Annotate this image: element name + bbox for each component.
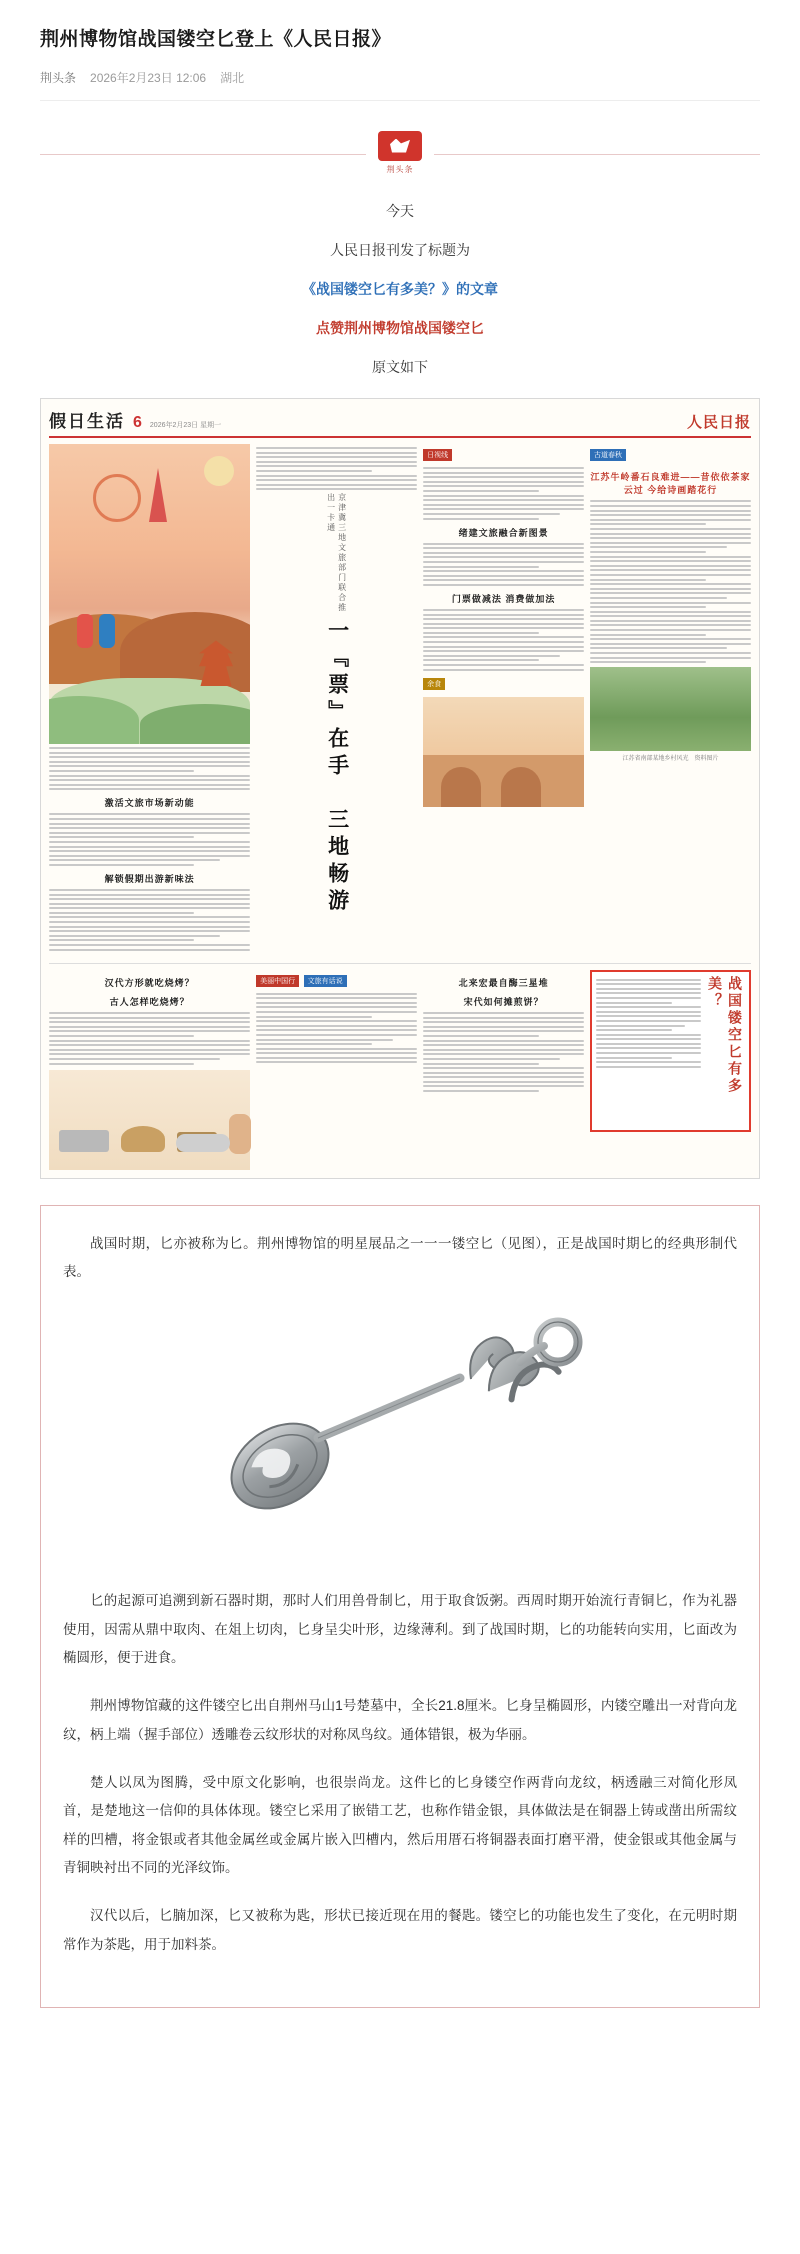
newspaper-body-text-11	[423, 1012, 584, 1092]
highlight-headline: 战国镂空匕有多美？	[706, 975, 743, 1095]
lead-line-3: 《战国镂空匕有多美？》的文章	[302, 280, 498, 297]
newspaper-tag-3: 余食	[423, 678, 445, 690]
newspaper-body-text-1	[49, 747, 250, 790]
newspaper-body-text-3	[49, 889, 250, 951]
newspaper-body-text-4	[256, 447, 417, 490]
newspaper-lower-kicker-1: 汉代方形就吃烧烤？	[104, 977, 195, 988]
newspaper-illustration-main	[49, 444, 250, 744]
meta-timestamp: 2026年2月23日 12:06	[90, 70, 207, 85]
newspaper-body-text-10	[256, 993, 417, 1064]
lead-line-5: 原文如下	[372, 359, 428, 376]
newspaper-body-text-9	[49, 1012, 250, 1065]
newspaper-header	[49, 407, 751, 438]
lead-line-1: 今天	[386, 202, 414, 219]
newspaper-headline-4a: 江苏牛岭番石良难进——昔依依茶家云过 今给诗画踏花行	[590, 472, 751, 496]
newspaper-column-4	[590, 444, 751, 955]
newspaper-illustration-secondary	[423, 697, 584, 807]
newspaper-tag-4: 文旅有话说	[304, 975, 347, 987]
newspaper-tag-5: 美丽中国行	[256, 975, 299, 987]
newspaper-masthead: 人民日报	[686, 414, 751, 432]
newspaper-body-text-8	[590, 500, 751, 663]
newspaper-body-text-5	[423, 467, 584, 520]
newspaper-columns	[49, 444, 751, 955]
newspaper-highlighted-article	[590, 970, 751, 1170]
brand-logo-divider	[40, 131, 760, 177]
lead-line-4: 点赞荆州博物馆战国镂空匕	[316, 320, 484, 337]
article-paragraph-5: 汉代以后，匕腩加深，匕又被称为匙，形状已接近现在用的餐匙。镂空匕的功能也发生了变化，在元明时期常作为茶匙，用于加料茶。	[63, 1908, 737, 1952]
newspaper-lower-column-2	[256, 970, 417, 1170]
newspaper-column-3	[423, 444, 584, 955]
newspaper-subhead-col2: 京津冀三地文旅部门联合推出一卡通	[326, 492, 347, 613]
newspaper-photo-caption: 江苏省南部某地乡村风光 资料图片	[622, 756, 719, 763]
newspaper-headline-3b: 门票做减法 消费做加法	[451, 593, 556, 604]
lead-line-2: 人民日报刊发了标题为	[330, 241, 470, 258]
article-paragraph-4: 楚人以凤为图腾，受中原文化影响，也很崇尚龙。这件匕的匕身镂空作两背向龙纹，柄透融三对简化形凤首，是楚地这一信仰的具体体现。镂空匕采用了嵌错工艺，也称作错金银，具体做法是在铜器上铸或凿出所需纹样的凹槽，将金银或者其他金属丝或金属片嵌入凹槽内，然后用厝石将铜器表面打磨平滑，使金银或其他金属与青铜映衬出不同的光泽纹饰。	[63, 1774, 737, 1875]
newspaper-date: 2026年2月23日 星期一	[149, 422, 222, 430]
spoon-illustration-icon	[160, 1306, 640, 1556]
newspaper-lower-section	[49, 963, 751, 1170]
meta-source: 荆头条	[40, 70, 77, 85]
newspaper-photo-landscape	[590, 667, 751, 751]
bird-logo-icon	[378, 131, 422, 161]
newspaper-artifact-illustration	[49, 1070, 250, 1170]
newspaper-tag-2: 古道春秋	[590, 449, 626, 461]
lou-kong-bi-spoon-figure	[63, 1306, 737, 1561]
newspaper-headline-1b: 激活文旅市场新动能	[104, 798, 195, 809]
article-paragraph-1: 战国时期，匕亦被称为匕。荆州博物馆的明星展品之一一一镂空匕（见图），正是战国时期匕的经典形制代表。	[63, 1235, 737, 1279]
article-paragraph-3: 荆州博物馆藏的这件镂空匕出自荆州马山1号楚墓中，全长21.8厘米。匕身呈椭圆形，内镂空雕出一对背向龙纹，柄上端（握手部位）透雕卷云纹形状的对称凤鸟纹。通体错银，极为华丽。	[63, 1698, 737, 1742]
page-title: 荆州博物馆战国镂空匕登上《人民日报》	[40, 29, 392, 50]
article-meta	[40, 69, 760, 101]
newspaper-column-1	[49, 444, 250, 955]
newspaper-lower-headline-1: 古人怎样吃烧烤？	[109, 996, 190, 1007]
newspaper-body-text-2	[49, 813, 250, 866]
brand-logo-label: 荆头条	[386, 164, 414, 174]
lead-block	[40, 199, 760, 381]
newspaper-tag-1: 日视线	[423, 449, 452, 461]
article-content-card	[40, 1205, 760, 2008]
newspaper-column-2	[256, 444, 417, 955]
newspaper-lower-column-1	[49, 970, 250, 1170]
newspaper-body-text-7	[423, 609, 584, 671]
newspaper-headline-1c: 解锁假期出游新味法	[104, 873, 195, 884]
newspaper-page-number: 6	[133, 414, 142, 432]
newspaper-facsimile	[40, 398, 760, 1178]
brand-logo-badge	[366, 131, 434, 175]
article-paragraph-2: 匕的起源可追溯到新石器时期，那时人们用兽骨制匕，用于取食饭粥。西周时期开始流行青铜匕，作为礼器使用，因需从鼎中取肉、在俎上切肉，匕身呈尖叶形，边缘薄利。到了战国时期，匕的功能转向实用，匕面改为椭圆形，便于进食。	[63, 1593, 737, 1665]
newspaper-headline-3a: 绪建文旅融合新图景	[458, 527, 549, 538]
newspaper-section: 假日生活	[49, 412, 125, 432]
newspaper-body-text-6	[423, 543, 584, 586]
newspaper-body-text-12	[596, 976, 701, 1126]
highlight-box	[590, 970, 751, 1132]
newspaper-lower-kicker-2: 北来宏最自酶三星堆	[458, 977, 549, 988]
newspaper-lower-headline-2: 宋代如何摊煎饼？	[463, 996, 544, 1007]
newspaper-main-headline: 一『票』在手 三地畅游	[325, 618, 349, 916]
newspaper-lower-column-3	[423, 970, 584, 1170]
meta-location: 湖北	[220, 70, 245, 85]
